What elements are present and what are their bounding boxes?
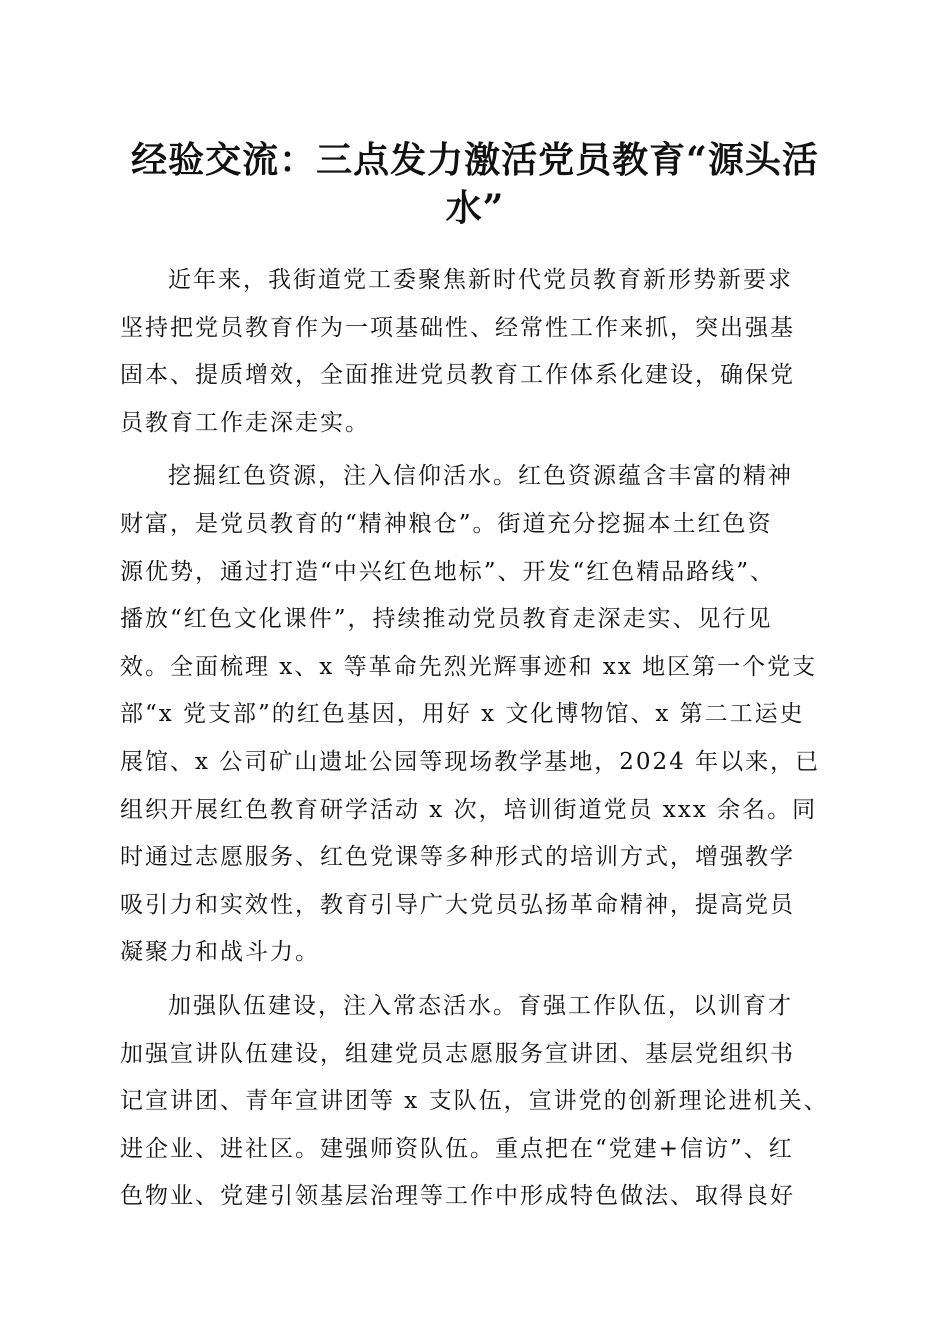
text-line: 凝聚力和战斗力。 xyxy=(120,939,320,966)
text-line: 员教育工作走深走实。 xyxy=(120,409,370,436)
text-line: 时通过志愿服务、红色党课等多种形式的培训方式，增强教学 xyxy=(120,844,795,871)
text-line: 挖掘红色资源，注入信仰活水。红色资源蕴含丰富的精神 xyxy=(168,463,793,490)
text-line: 展馆、x 公司矿山遗址公园等现场教学基地，2024 年以来，已 xyxy=(120,748,821,775)
text-line: 组织开展红色教育研学活动 x 次，培训街道党员 xxx 余名。同 xyxy=(120,796,818,823)
text-line: 固本、提质增效，全面推进党员教育工作体系化建设，确保党 xyxy=(120,362,795,389)
text-line: 色物业、党建引领基层治理等工作中形成特色做法、取得良好 xyxy=(120,1183,795,1210)
title-line-1: 经验交流：三点发力激活党员教育“源头活 xyxy=(131,139,819,181)
text-line: 近年来，我街道党工委聚焦新时代党员教育新形势新要求 xyxy=(168,267,793,293)
text-line: 加强队伍建设，注入常态活水。育强工作队伍，以训育才 xyxy=(168,992,793,1019)
text-line: 记宣讲团、青年宣讲团等 x 支队伍，宣讲党的创新理论进机关、 xyxy=(120,1088,829,1115)
paragraph-intro xyxy=(120,257,840,447)
document-title xyxy=(120,136,830,232)
text-line: 加强宣讲队伍建设，组建党员志愿服务宣讲团、基层党组织书 xyxy=(120,1040,795,1067)
text-line: 坚持把党员教育作为一项基础性、经常性工作来抓，突出强基 xyxy=(120,314,795,341)
text-line: 财富，是党员教育的“精神粮仓”。街道充分挖掘本土红色资 xyxy=(120,510,773,537)
text-line: 效。全面梳理 x、x 等革命先烈光辉事迹和 xx 地区第一个党支 xyxy=(120,653,818,680)
title-line-2: 水” xyxy=(445,187,505,229)
text-line: 源优势，通过打造“中兴红色地标”、开发“红色精品路线”、 xyxy=(120,558,776,585)
text-line: 播放“红色文化课件”，持续推动党员教育走深走实、见行见 xyxy=(120,606,773,633)
text-line: 吸引力和实效性，教育引导广大党员弘扬革命精神，提高党员 xyxy=(120,891,795,918)
paragraph-team-building xyxy=(120,983,840,1221)
text-line: 进企业、进社区。建强师资队伍。重点把在“党建+信访”、红 xyxy=(120,1135,794,1162)
text-line: 部“x 党支部”的红色基因，用好 x 文化博物馆、x 第二工运史 xyxy=(120,701,805,728)
paragraph-red-resources xyxy=(120,453,840,977)
document-body xyxy=(120,257,840,1227)
